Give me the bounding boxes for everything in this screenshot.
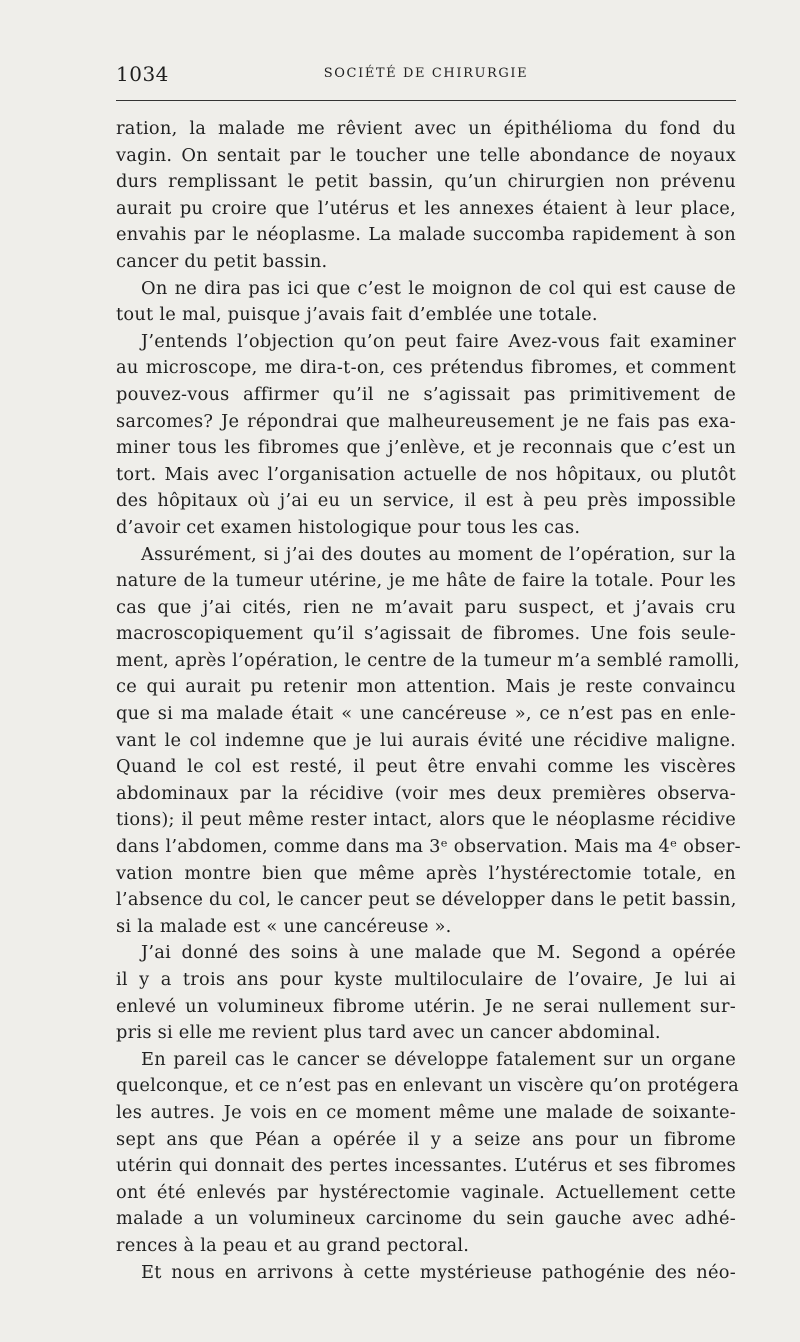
text-line: On ne dira pas ici que c’est le moignon de col qui est cause de bbox=[141, 277, 736, 299]
text-line: ont été enlevés par hystérectomie vaginale. Actuellement cette bbox=[116, 1181, 736, 1203]
text-line: pouvez-vous affirmer qu’il ne s’agissait pas primitivement de bbox=[116, 383, 736, 405]
text-line: tout le mal, puisque j’avais fait d’emblée une totale. bbox=[116, 304, 598, 326]
text-line: ment, après l’opération, le centre de la tumeur m’a semblé ramolli, bbox=[116, 649, 740, 671]
text-line: utérin qui donnait des pertes incessantes. L’utérus et ses fibromes bbox=[116, 1155, 736, 1177]
text-line: enlevé un volumineux fibrome utérin. Je ne serai nullement sur- bbox=[116, 995, 736, 1017]
running-title: SOCIÉTÉ DE CHIRURGIE bbox=[323, 66, 529, 81]
page-number: 1034 bbox=[116, 62, 169, 86]
text-line: En pareil cas le cancer se développe fatalement sur un organe bbox=[141, 1048, 736, 1070]
text-line: au microscope, me dira-t-on, ces prétendus fibromes, et comment bbox=[116, 357, 736, 379]
text-line: Quand le col est resté, il peut être envahi comme les viscères bbox=[116, 756, 736, 778]
text-line: des hôpitaux où j’ai eu un service, il est à peu près impossible bbox=[116, 490, 736, 512]
text-line: quelconque, et ce n’est pas en enlevant un viscère qu’on protégera bbox=[116, 1075, 739, 1097]
text-line: ration, la malade me rêvient avec un épithélioma du fond du bbox=[116, 118, 736, 139]
text-line: miner tous les fibromes que j’enlève, et je reconnais que c’est un bbox=[116, 437, 736, 459]
text-line: vagin. On sentait par le toucher une telle abondance de noyaux bbox=[116, 144, 736, 166]
text-line: malade a un volumineux carcinome du sein gauche avec adhé- bbox=[116, 1208, 736, 1230]
text-line: abdominaux par la récidive (voir mes deux premières observa- bbox=[116, 782, 736, 804]
text-line: J’ai donné des soins à une malade que M. Segond a opérée bbox=[141, 942, 736, 964]
text-line: tort. Mais avec l’organisation actuelle de nos hôpitaux, ou plutôt bbox=[116, 463, 736, 485]
text-line: cas que j’ai cités, rien ne m’avait paru suspect, et j’avais cru bbox=[116, 596, 736, 618]
text-line: envahis par le néoplasme. La malade succomba rapidement à son bbox=[116, 224, 736, 246]
text-line: macroscopiquement qu’il s’agissait de fibromes. Une fois seule- bbox=[116, 623, 736, 645]
text-line: dans l’abdomen, comme dans ma 3ᵉ observation. Mais ma 4ᵉ obser- bbox=[116, 836, 741, 858]
text-line: vation montre bien que même après l’hystérectomie totale, en bbox=[116, 862, 736, 884]
text-line: rences à la peau et au grand pectoral. bbox=[116, 1234, 470, 1256]
text-line: il y a trois ans pour kyste multiloculaire de l’ovaire, Je lui ai bbox=[116, 969, 736, 990]
text-line: J’entends l’objection qu’on peut faire Avez-vous fait examiner bbox=[141, 330, 736, 352]
text-line: ce qui aurait pu retenir mon attention. Mais je reste convaincu bbox=[116, 676, 736, 698]
header-rule bbox=[116, 100, 736, 101]
text-line: nature de la tumeur utérine, je me hâte de faire la totale. Pour les bbox=[116, 570, 736, 592]
text-line: si la malade est « une cancéreuse ». bbox=[116, 915, 452, 937]
text-line: tions); il peut même rester intact, alors que le néoplasme récidive bbox=[116, 809, 736, 831]
text-line: les autres. Je vois en ce moment même une malade de soixante- bbox=[116, 1101, 736, 1123]
text-line: Et nous en arrivons à cette mystérieuse pathogénie des néo- bbox=[141, 1261, 736, 1283]
body-text bbox=[116, 116, 741, 1286]
text-line: vant le col indemne que je lui aurais évité une récidive maligne. bbox=[116, 729, 736, 751]
text-line: sept ans que Péan a opérée il y a seize ans pour un fibrome bbox=[116, 1128, 736, 1150]
text-line: pris si elle me revient plus tard avec un cancer abdominal. bbox=[116, 1022, 661, 1044]
text-line: sarcomes? Je répondrai que malheureusement je ne fais pas exa- bbox=[116, 410, 736, 432]
text-line: durs remplissant le petit bassin, qu’un chirurgien non prévenu bbox=[116, 171, 736, 193]
text-line: d’avoir cet examen histologique pour tous les cas. bbox=[116, 516, 581, 538]
text-line: l’absence du col, le cancer peut se développer dans le petit bassin, bbox=[116, 889, 737, 911]
page-header bbox=[116, 62, 736, 86]
text-line: Assurément, si j’ai des doutes au moment de l’opération, sur la bbox=[141, 543, 736, 565]
text-line: cancer du petit bassin. bbox=[116, 250, 328, 272]
text-line: aurait pu croire que l’utérus et les annexes étaient à leur place, bbox=[116, 197, 736, 219]
text-line: que si ma malade était « une cancéreuse », ce n’est pas en enle- bbox=[116, 703, 736, 725]
